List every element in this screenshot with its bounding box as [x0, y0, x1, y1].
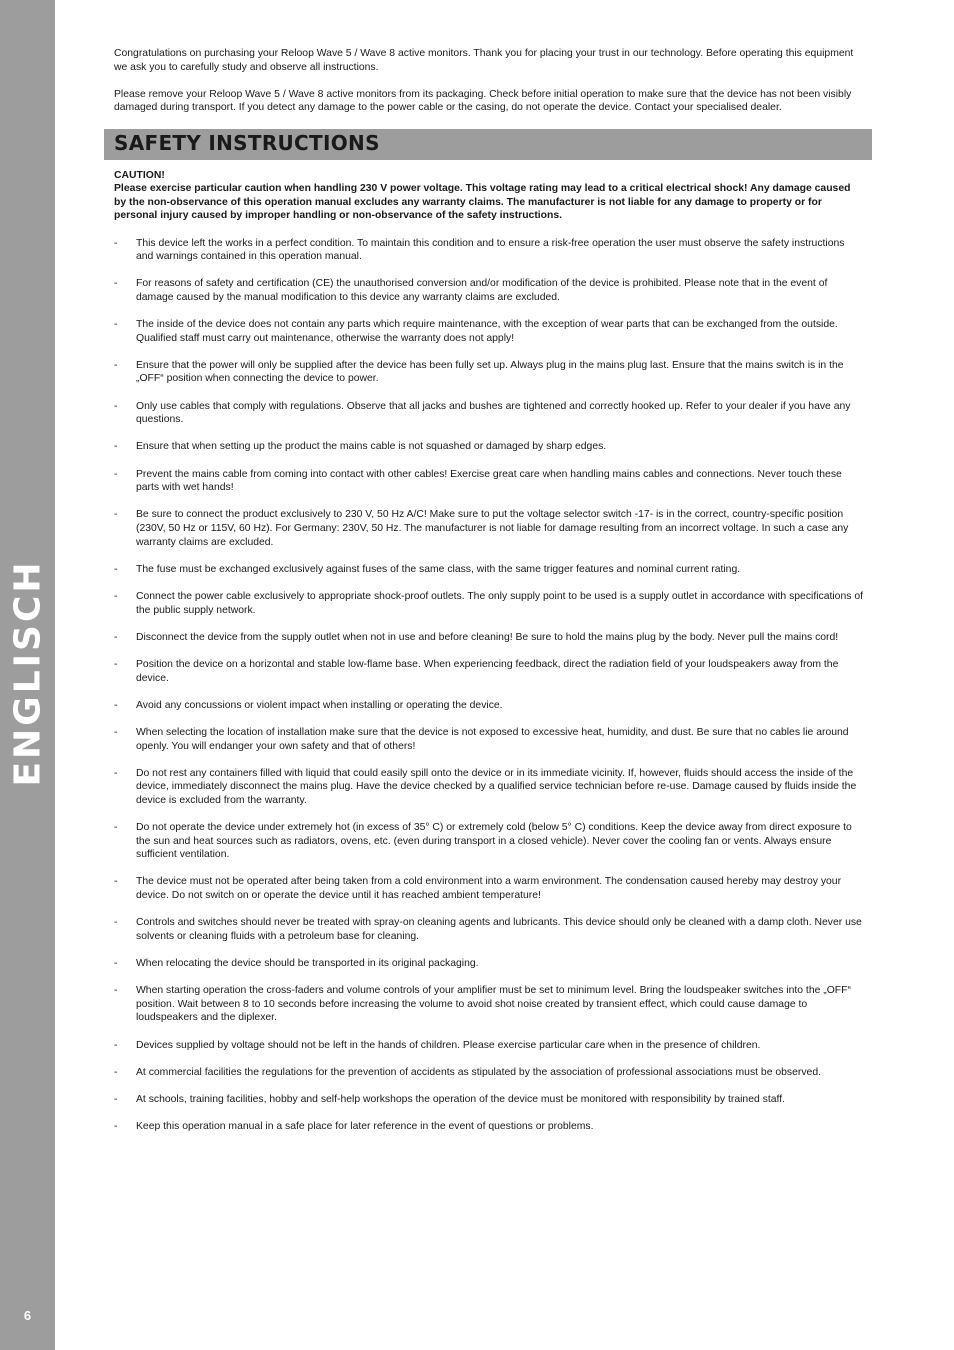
dash-bullet: -	[114, 278, 118, 290]
list-item	[114, 767, 864, 808]
page-number: 6	[23, 1308, 32, 1323]
list-item-text: Do not rest any containers filled with liquid that could easily spill onto the device or in its immediate vicinity. If, however, fluids should access the inside of the device, immediately disconnect the mains plug. Have the device checked by a qualified service technician before re-use. Damage caused by fluids inside the device is excluded from the warranty.	[136, 767, 857, 806]
dash-bullet: -	[114, 509, 118, 521]
list-item	[114, 359, 864, 386]
list-item	[114, 277, 864, 304]
side-bar	[0, 0, 55, 1350]
list-item-text: Connect the power cable exclusively to appropriate shock-proof outlets. The only supply point to be used is a supply outlet in accordance with specifications of the public supply network.	[136, 590, 863, 616]
dash-bullet: -	[114, 822, 118, 834]
list-item	[114, 1120, 864, 1134]
list-item-text: The device must not be operated after being taken from a cold environment into a warm environment. The condensation caused hereby may destroy your device. Do not switch on or operate the device until it has reached ambient temperature!	[136, 876, 842, 902]
dash-bullet: -	[114, 876, 118, 888]
list-item	[114, 957, 864, 971]
dash-bullet: -	[114, 590, 118, 602]
list-item	[114, 631, 864, 645]
list-item	[114, 1093, 864, 1107]
dash-bullet: -	[114, 1121, 118, 1133]
list-item	[114, 726, 864, 753]
list-item	[114, 821, 864, 862]
list-item	[114, 440, 864, 454]
list-item-text: Devices supplied by voltage should not be left in the hands of children. Please exercise particular care when in the presence of children.	[136, 1039, 761, 1051]
list-item	[114, 508, 864, 549]
list-item-text: The inside of the device does not contain any parts which require maintenance, with the exception of wear parts that can be exchanged from the outside. Qualified staff must carry out maintenance, otherwise the warranty does not apply!	[136, 319, 838, 344]
list-item-text: Disconnect the device from the supply outlet when not in use and before cleaning! Be sure to hold the mains plug by the body. Never pull the mains cord!	[136, 631, 839, 643]
safety-list	[114, 237, 864, 1134]
list-item	[114, 984, 864, 1025]
list-item	[114, 1066, 864, 1080]
list-item-text: Avoid any concussions or violent impact when installing or operating the device.	[136, 699, 503, 711]
list-item-text: Do not operate the device under extremely hot (in excess of 35° C) or extremely cold (below 5° C) conditions. Keep the device away from direct exposure to the sun and heat sources such as radiators, ovens, etc. (even during transport in a closed vehicle). Never cover the cooling fan or vents. Always ensure sufficient ventilation.	[136, 822, 852, 861]
list-item	[114, 916, 864, 943]
dash-bullet: -	[114, 726, 118, 738]
list-item	[114, 658, 864, 685]
list-item-text: At schools, training facilities, hobby and self-help workshops the operation of the device must be monitored with responsibility by trained staff.	[136, 1093, 785, 1105]
dash-bullet: -	[114, 319, 118, 331]
list-item-text: Controls and switches should never be treated with spray-on cleaning agents and lubricants. This device should only be cleaned with a damp cloth. Never use solvents or cleaning fluids with a petroleum base for cleaning.	[136, 917, 862, 942]
dash-bullet: -	[114, 1039, 118, 1051]
list-item-text: When starting operation the cross-faders and volume controls of your amplifier must be set to minimum level. Bring the loudspeaker switches into the „OFF“ position. Wait between 8 to 10 seconds before increasing the volume to avoid shot noise created by transient effect, which could cause damage to loudspeakers and the diplexer.	[136, 985, 851, 1024]
list-item-text: At commercial facilities the regulations for the prevention of accidents as stipulated by the association of professional associations must be observed.	[136, 1066, 821, 1078]
list-item-text: Prevent the mains cable from coming into contact with other cables! Exercise great care when handling mains cables and connections. Never touch these parts with wet hands!	[136, 468, 842, 494]
list-item-text: Keep this operation manual in a safe place for later reference in the event of questions or problems.	[136, 1121, 594, 1133]
list-item-text: This device left the works in a perfect condition. To maintain this condition and to ensure a risk-free operation the user must observe the safety instructions and warnings contained in this operation manual.	[136, 237, 845, 263]
dash-bullet: -	[114, 237, 118, 249]
caution-text: Please exercise particular caution when handling 230 V power voltage. This voltage rating may lead to a critical electrical shock! Any damage caused by the non-observance of this operation manual excludes any warranty claims. The manufacturer is not liable for any damage to property or for personal injury caused by improper handling or non-observance of the safety instructions.	[114, 183, 851, 222]
list-item-text: Position the device on a horizontal and stable low-flame base. When experiencing feedback, direct the radiation field of your loudspeakers away from the device.	[136, 658, 839, 684]
list-item	[114, 237, 864, 264]
list-item-text: Ensure that the power will only be supplied after the device has been fully set up. Always plug in the mains plug last. Ensure that the mains switch is in the „OFF“ position when connecting the device to power.	[136, 359, 844, 385]
list-item-text: Only use cables that comply with regulations. Observe that all jacks and bushes are tightened and correctly hooked up. Refer to your dealer if you have any questions.	[136, 400, 851, 426]
dash-bullet: -	[114, 1093, 118, 1105]
list-item-text: The fuse must be exchanged exclusively against fuses of the same class, with the same trigger features and nominal current rating.	[136, 563, 741, 575]
intro-paragraph: Congratulations on purchasing your Reloop Wave 5 / Wave 8 active monitors. Thank you for placing your trust in our technology. Before operating this equipment we ask you to carefully study and observe all instructions.	[114, 48, 854, 73]
dash-bullet: -	[114, 359, 118, 371]
dash-bullet: -	[114, 631, 118, 643]
dash-bullet: -	[114, 1066, 118, 1078]
dash-bullet: -	[114, 400, 118, 412]
list-item-text: For reasons of safety and certification (CE) the unauthorised conversion and/or modification of the device is prohibited. Please note that in the event of damage caused by the manual modification to this device any warranty claims are excluded.	[136, 278, 828, 303]
list-item	[114, 563, 864, 577]
section-header	[104, 129, 872, 160]
dash-bullet: -	[114, 699, 118, 711]
section-title: SAFETY INSTRUCTIONS	[114, 131, 380, 156]
list-item-text: When selecting the location of installation make sure that the device is not exposed to excessive heat, humidity, and dust. Be sure that no cables lie around openly. You will endanger your own safety and that of others!	[136, 726, 849, 752]
dash-bullet: -	[114, 563, 118, 575]
list-item-text: When relocating the device should be transported in its original packaging.	[136, 958, 479, 969]
list-item	[114, 468, 864, 495]
list-item	[114, 1039, 864, 1053]
list-item-text: Be sure to connect the product exclusively to 230 V, 50 Hz A/C! Make sure to put the voltage selector switch -17- is in the correct, country-specific position (230V, 50 Hz or 115V, 60 Hz). For Germany: 230V, 50 Hz. The manufacturer is not liable for damage resulting from an incorrect voltage. In such a case any warranty claims are excluded.	[136, 509, 849, 548]
intro-paragraph: Please remove your Reloop Wave 5 / Wave 8 active monitors from its packaging. Check before initial operation to make sure that the device has not been visibly damaged during transport. If you detect any damage to the power cable or the casing, do not operate the device. Contact your specialised dealer.	[114, 88, 852, 114]
dash-bullet: -	[114, 767, 118, 779]
dash-bullet: -	[114, 441, 118, 453]
dash-bullet: -	[114, 658, 118, 670]
list-item-text: Ensure that when setting up the product the mains cable is not squashed or damaged by sharp edges.	[136, 441, 607, 453]
dash-bullet: -	[114, 468, 118, 480]
dash-bullet: -	[114, 958, 118, 969]
list-item	[114, 699, 864, 713]
caution-heading: CAUTION!	[114, 169, 165, 181]
list-item	[114, 590, 864, 617]
dash-bullet: -	[114, 917, 118, 929]
list-item	[114, 400, 864, 427]
list-item	[114, 875, 864, 902]
page-content	[114, 47, 864, 1147]
list-item	[114, 318, 864, 345]
dash-bullet: -	[114, 985, 118, 997]
language-label: ENGLISCH	[7, 559, 49, 787]
intro	[114, 47, 864, 115]
